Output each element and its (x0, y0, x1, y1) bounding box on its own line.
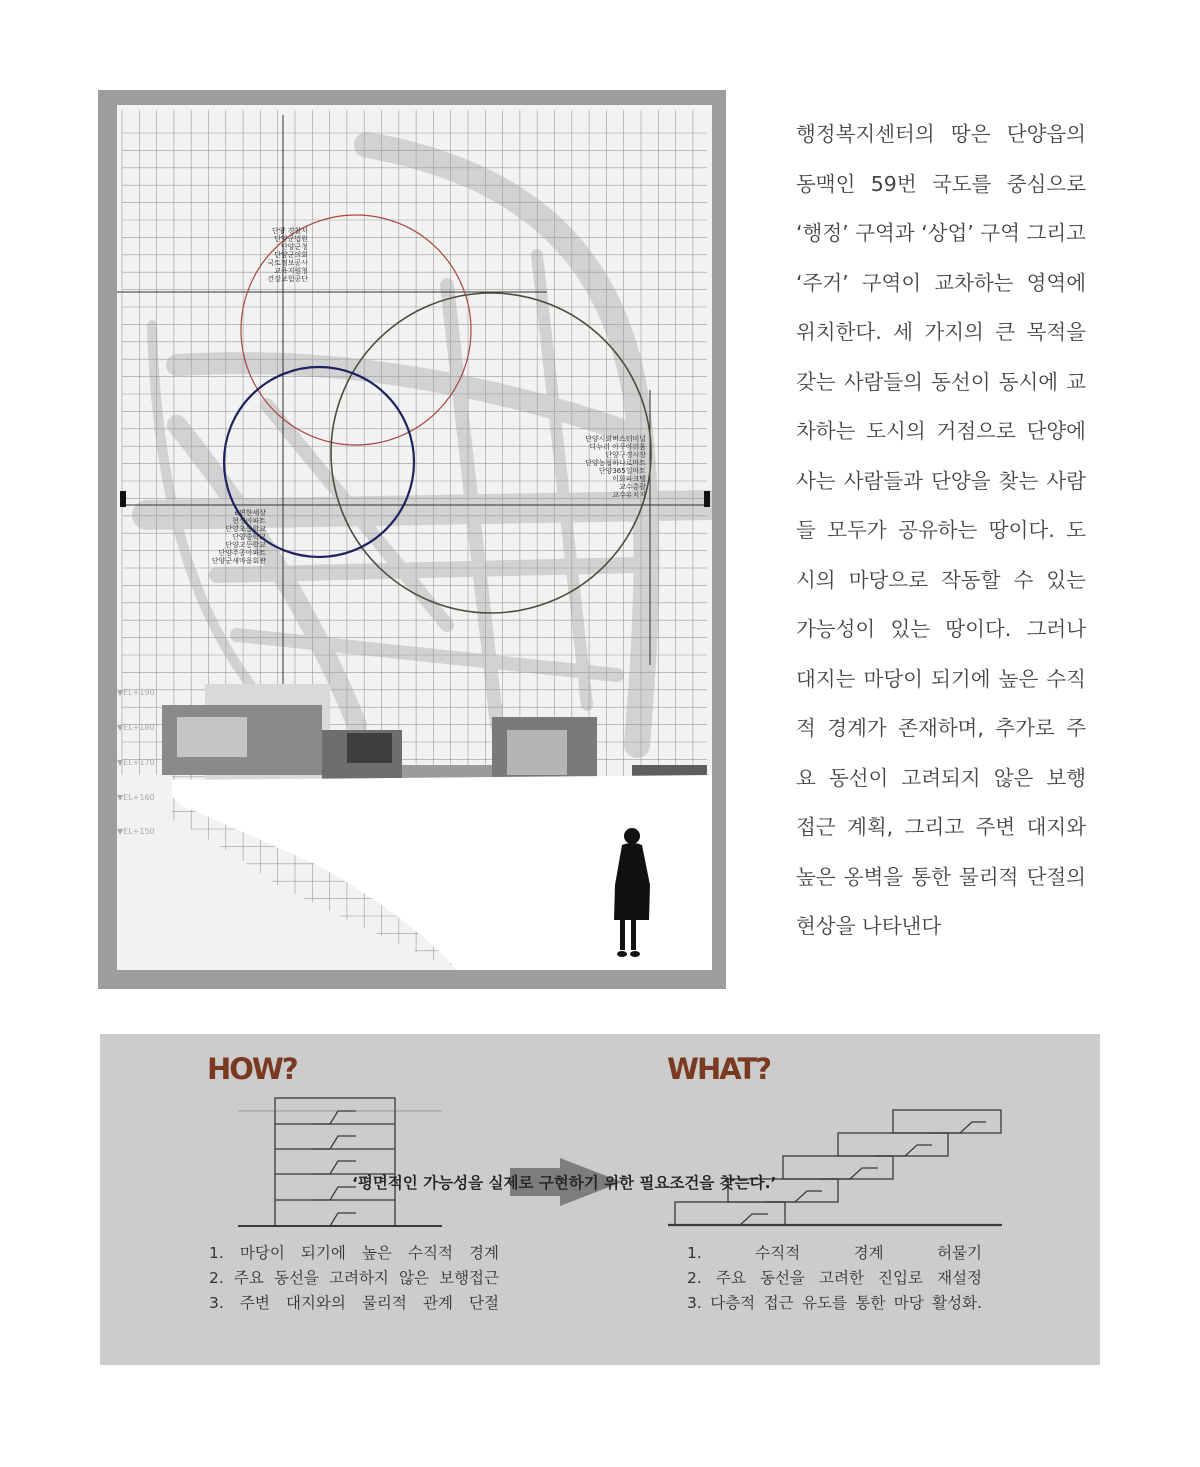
site-plan (117, 105, 712, 970)
list-item: 1. 수직적 경계 허물기 (687, 1244, 982, 1262)
how-list (209, 1241, 499, 1316)
site-description: 행정복지센터의 땅은 단양읍의 동맥인 59번 국도를 중심으로 ‘행정’ 구역과 ‘상업’ 구역 그리고 ‘주거’ 구역이 교차하는 영역에 위치한다. 세 가지의 큰 목적을 갖는 사람들의 동선이 동시에 교차하는 도시의 거점으로 단양에 사는 사람들과 단양을 찾는 사람들 모두가 공유하는 땅이다. 도시의 마당으로 작동할 수 있는 가능성이 있는 땅이다. 그러나 대지는 마당이 되기에 높은 수직적 경계가 존재하며, 추가로 주요 동선이 고려되지 않은 보행 접근 계획, 그리고 주변 대지와 높은 옹벽을 통한 물리적 단절의 현상을 나타낸다 (796, 122, 1086, 938)
site-plan-drawing (117, 105, 712, 970)
list-item: 3. 다층적 접근 유도를 통한 마당 활성화. (687, 1294, 982, 1312)
how-title: HOW? (207, 1052, 297, 1086)
list-item: 1. 마당이 되기에 높은 수직적 경계 (209, 1244, 499, 1262)
list-item: 2. 주요 동선을 고려한 진입로 재설정 (687, 1269, 982, 1287)
residential-zone-labels: e편한세상 현성아파트 단양초등학교 단양중학교 단양고등학교 단양주공아파트 단양군새마을회관 (211, 509, 266, 565)
elevation-label: ▼EL+150 (117, 827, 155, 836)
list-item: 2. 주요 동선을 고려하지 않은 보행접근 (209, 1269, 499, 1287)
elevation-label: ▼EL+160 (117, 793, 155, 802)
elevation-label: ▼EL+190 (117, 688, 155, 697)
elevation-label: ▼EL+180 (117, 723, 155, 732)
strategy-diagrams (100, 1034, 1100, 1234)
section-marker-left (120, 491, 126, 507)
what-diagram (668, 1110, 1002, 1225)
section-marker-right (704, 491, 710, 507)
how-diagram (238, 1098, 442, 1226)
key-statement: ‘평면적인 가능성을 실제로 구현하기 위한 필요조건을 찾는다.’ (352, 1174, 777, 1192)
commerce-zone-labels: 단양시외버스터미널 다누리 아쿠아리움 단양구경시장 단양농협하나로마트 단양365일마트 이화파크텔 교수총괄 교수유치지 (585, 435, 646, 499)
admin-zone-labels: 단양 경찰서 단양군법원 단양군청 단양군의회 국토정보공사 교육지원청 건강보험공단 (267, 227, 308, 283)
strategy-panel (100, 1034, 1100, 1365)
what-list (687, 1241, 982, 1316)
list-item: 3. 주변 대지와의 물리적 관계 단절 (209, 1294, 499, 1312)
what-title: WHAT? (667, 1052, 771, 1086)
elevation-label: ▼EL+170 (117, 758, 155, 767)
